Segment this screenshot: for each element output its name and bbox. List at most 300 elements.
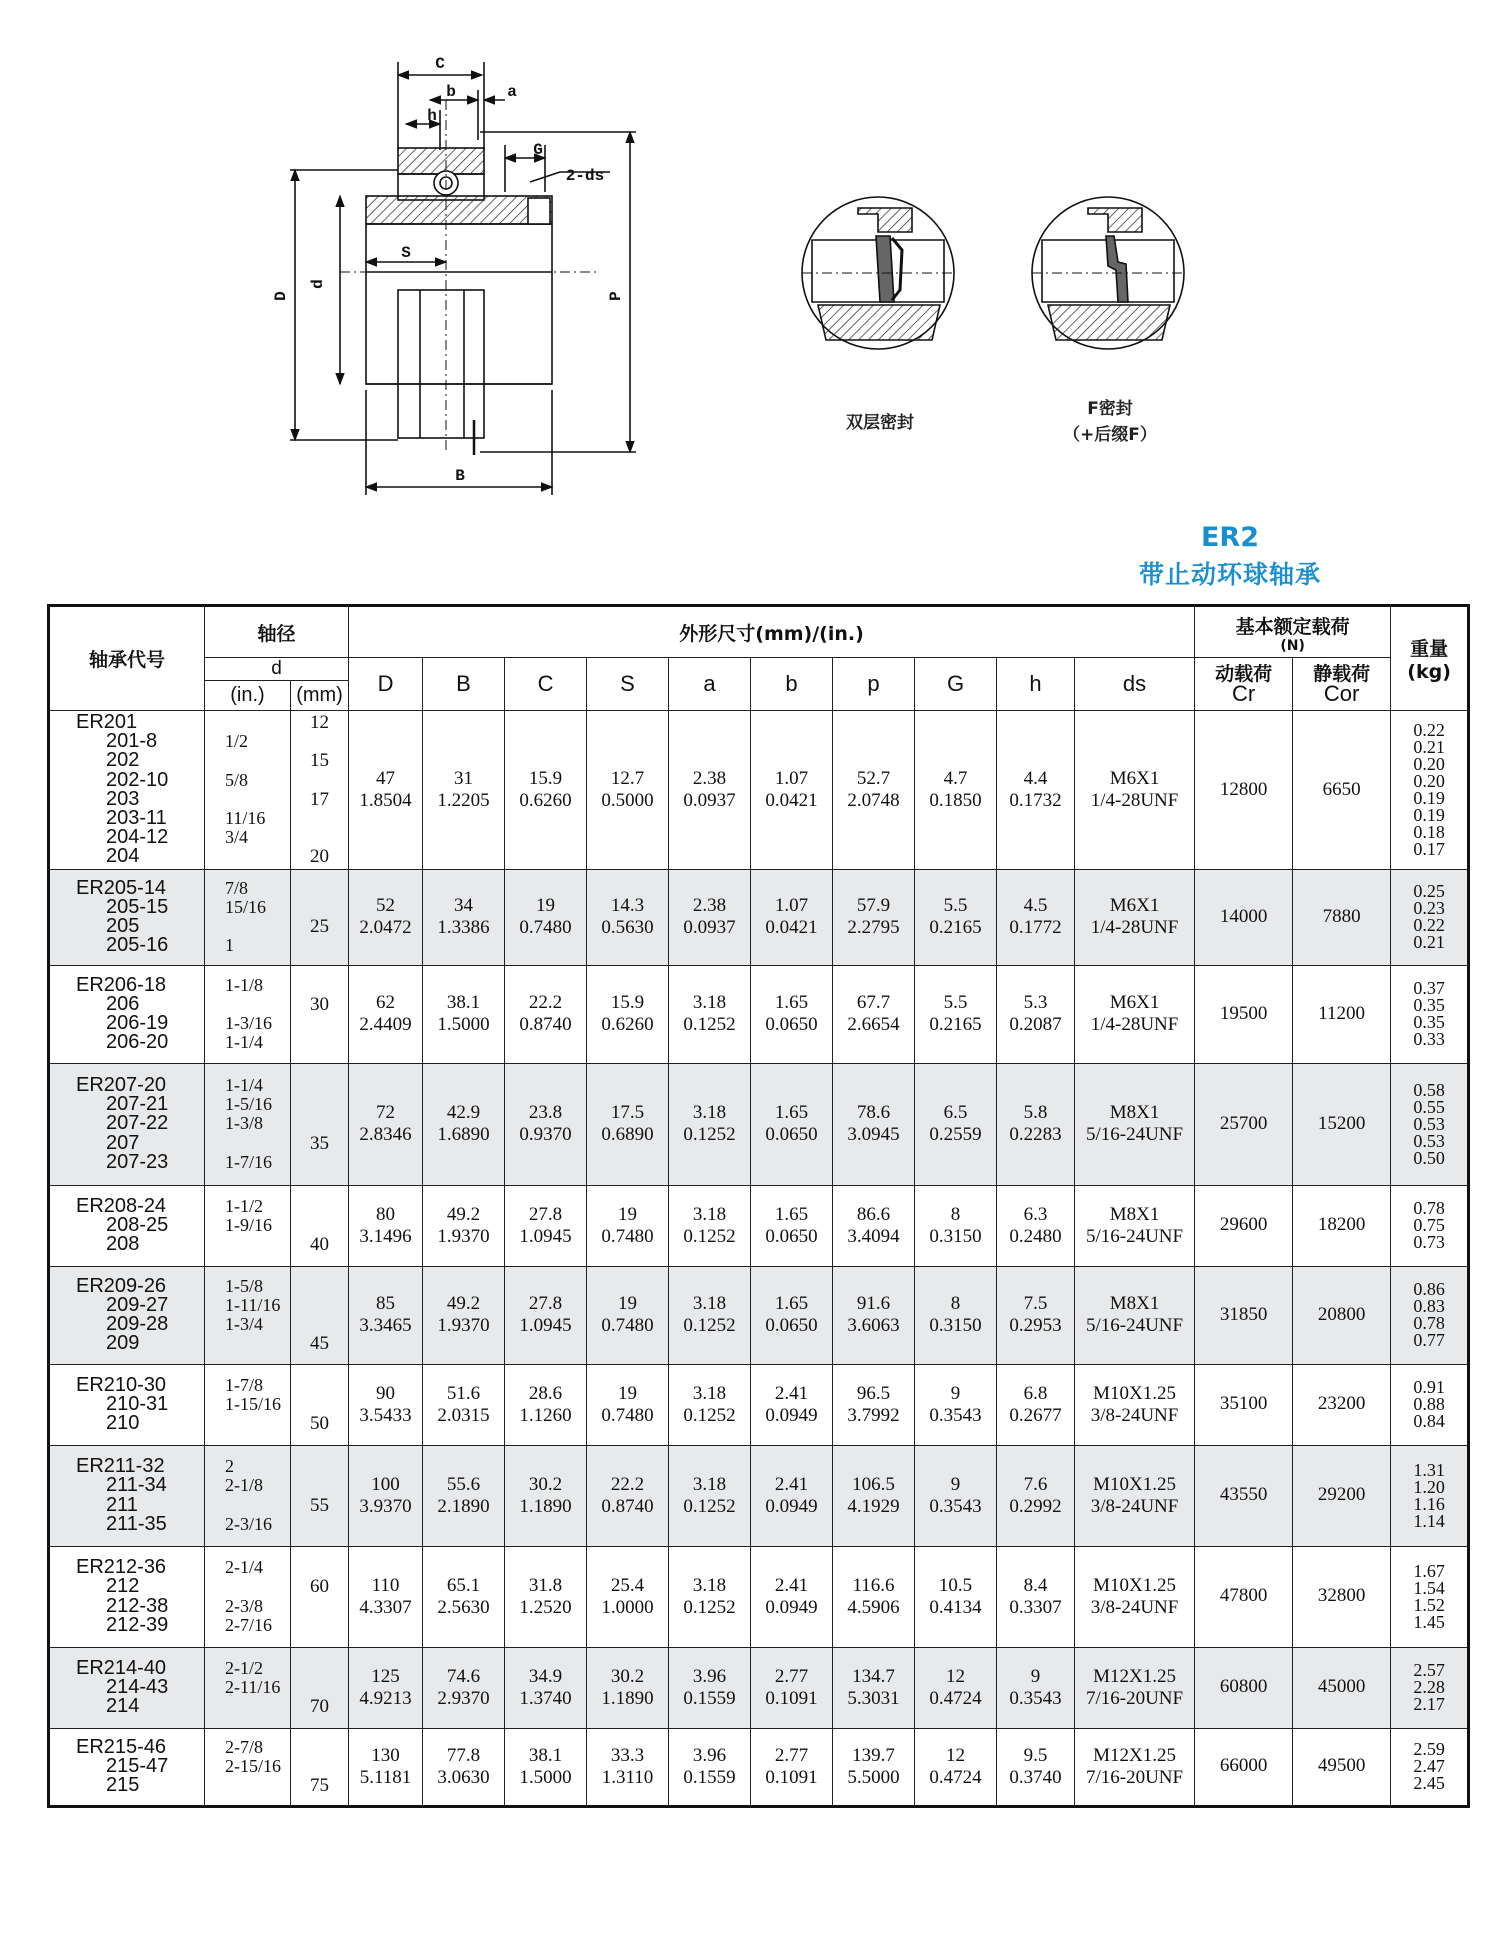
cell-mm bbox=[291, 1063, 349, 1185]
inch-line: 7/8 bbox=[225, 877, 249, 898]
C-line: 1.5000 bbox=[519, 1766, 572, 1788]
B-line: 34 bbox=[454, 895, 474, 916]
weights-line: 0.20 bbox=[1413, 770, 1445, 791]
G-line: 12 bbox=[946, 1744, 966, 1766]
C-line: 28.6 bbox=[528, 1382, 563, 1404]
b-line: 0.0421 bbox=[765, 789, 818, 811]
mm-line bbox=[291, 1476, 348, 1495]
G-line: 0.3543 bbox=[929, 1404, 982, 1426]
B-line: 1.5000 bbox=[437, 1014, 490, 1035]
inch-line bbox=[225, 1577, 290, 1596]
ds-line: 5/16-24UNF bbox=[1085, 1315, 1184, 1336]
cell-S bbox=[587, 1364, 669, 1445]
b-line: 2.41 bbox=[774, 1473, 809, 1495]
inch-line: 1-3/16 bbox=[225, 1013, 272, 1033]
codes-line: 209-28 bbox=[106, 1313, 169, 1335]
weights-line: 0.50 bbox=[1413, 1147, 1445, 1168]
cell-B bbox=[423, 1063, 505, 1185]
C-line: 1.1890 bbox=[519, 1495, 572, 1517]
h-line: 0.2992 bbox=[1009, 1495, 1062, 1517]
codes-line: 211 bbox=[106, 1493, 138, 1516]
cell-S bbox=[587, 1266, 669, 1364]
cell-C bbox=[505, 965, 587, 1063]
inch-line bbox=[225, 1134, 290, 1153]
S-line: 0.7480 bbox=[601, 1315, 654, 1336]
S-line: 25.4 bbox=[610, 1574, 645, 1596]
cell-Cor: 7880 bbox=[1293, 869, 1391, 965]
cell-inch bbox=[205, 1728, 291, 1806]
D-line: 5.1181 bbox=[359, 1766, 412, 1788]
S-line: 15.9 bbox=[610, 992, 645, 1013]
weights-line: 1.20 bbox=[1413, 1476, 1445, 1497]
cell-S bbox=[587, 869, 669, 965]
mm-line bbox=[291, 1395, 348, 1414]
G-line: 0.4134 bbox=[929, 1596, 982, 1618]
b-line: 2.77 bbox=[774, 1665, 809, 1687]
cell-Cr: 60800 bbox=[1195, 1647, 1293, 1728]
cell-h bbox=[997, 711, 1075, 870]
a-line: 2.38 bbox=[692, 895, 727, 916]
C-line: 0.6260 bbox=[519, 789, 572, 811]
D-line: 90 bbox=[376, 1382, 396, 1404]
G-line: 4.7 bbox=[943, 767, 968, 789]
cell-h bbox=[997, 1546, 1075, 1647]
S-line: 0.6260 bbox=[601, 1014, 654, 1035]
B-line: 1.9370 bbox=[437, 1225, 490, 1247]
inch-line: 5/8 bbox=[225, 769, 249, 790]
mm-line bbox=[291, 1376, 348, 1395]
cell-mm bbox=[291, 1445, 349, 1546]
cell-ds bbox=[1075, 1364, 1195, 1445]
p-line: 4.5906 bbox=[847, 1596, 900, 1618]
weights-line: 0.21 bbox=[1413, 736, 1445, 757]
b-line: 2.41 bbox=[774, 1574, 809, 1596]
dim-label-p: P bbox=[607, 291, 625, 301]
D-line: 4.9213 bbox=[359, 1687, 412, 1709]
codes-line: ER205-14 bbox=[76, 876, 167, 899]
C-line: 0.7480 bbox=[519, 917, 572, 938]
inch-line bbox=[225, 1334, 290, 1353]
ds-line: 3/8-24UNF bbox=[1090, 1596, 1179, 1618]
inch-line: 1 bbox=[225, 935, 234, 956]
cell-Cr: 25700 bbox=[1195, 1063, 1293, 1185]
G-line: 0.2559 bbox=[929, 1124, 982, 1145]
dim-label-a: a bbox=[507, 83, 517, 101]
ds-line: M8X1 bbox=[1109, 1102, 1160, 1123]
cell-b bbox=[751, 1063, 833, 1185]
table-row bbox=[49, 965, 1469, 1063]
weights-line: 1.31 bbox=[1413, 1459, 1445, 1480]
cell-a bbox=[669, 1185, 751, 1266]
table-row bbox=[49, 1063, 1469, 1185]
inch-line: 2-3/16 bbox=[225, 1513, 272, 1534]
cell-mm bbox=[291, 1364, 349, 1445]
cell-Cor: 32800 bbox=[1293, 1546, 1391, 1647]
ds-line: 5/16-24UNF bbox=[1085, 1225, 1184, 1247]
table-row bbox=[49, 1266, 1469, 1364]
S-line: 1.1890 bbox=[601, 1687, 654, 1709]
mm-line bbox=[291, 936, 348, 955]
cell-codes bbox=[49, 1647, 205, 1728]
cell-weights bbox=[1391, 1728, 1469, 1806]
mm-line bbox=[291, 1315, 348, 1334]
codes-line: 209-27 bbox=[106, 1293, 169, 1316]
mm-line: 15 bbox=[310, 750, 329, 772]
ds-line: M12X1.25 bbox=[1093, 1744, 1176, 1766]
header-dim-B: B bbox=[423, 658, 505, 711]
bearing-section-drawing bbox=[290, 62, 636, 495]
cell-G bbox=[915, 1063, 997, 1185]
cell-ds bbox=[1075, 1185, 1195, 1266]
weights-line: 1.14 bbox=[1413, 1510, 1445, 1531]
S-line: 19 bbox=[618, 1203, 638, 1225]
header-shaft-in: (in.) bbox=[205, 681, 291, 711]
cell-weights bbox=[1391, 1364, 1469, 1445]
cell-weights bbox=[1391, 1063, 1469, 1185]
weights-line: 2.28 bbox=[1413, 1677, 1445, 1697]
b-line: 0.0650 bbox=[765, 1014, 818, 1035]
codes-line: 208 bbox=[106, 1233, 140, 1256]
weights-line: 0.84 bbox=[1413, 1411, 1445, 1431]
mm-line bbox=[291, 828, 348, 847]
header-static-label: 静载荷 bbox=[1313, 663, 1371, 685]
codes-line: 212 bbox=[106, 1575, 140, 1598]
p-line: 2.6654 bbox=[847, 1014, 900, 1035]
codes-line: ER208-24 bbox=[76, 1194, 167, 1217]
cell-codes bbox=[49, 1546, 205, 1647]
inch-line: 1-3/8 bbox=[225, 1113, 263, 1134]
weights-line: 2.17 bbox=[1413, 1694, 1445, 1714]
p-line: 91.6 bbox=[856, 1293, 891, 1314]
cell-G bbox=[915, 1266, 997, 1364]
cell-ds bbox=[1075, 869, 1195, 965]
cell-h bbox=[997, 1728, 1075, 1806]
mm-line: 40 bbox=[310, 1234, 329, 1256]
b-line: 2.77 bbox=[774, 1744, 809, 1766]
cell-B bbox=[423, 711, 505, 870]
cell-mm bbox=[291, 1546, 349, 1647]
D-line: 52 bbox=[376, 895, 396, 916]
G-line: 12 bbox=[946, 1665, 966, 1687]
h-line: 5.8 bbox=[1023, 1102, 1048, 1123]
cell-codes bbox=[49, 1063, 205, 1185]
cell-p bbox=[833, 869, 915, 965]
weights-line: 0.22 bbox=[1413, 719, 1445, 740]
h-line: 4.4 bbox=[1023, 767, 1048, 789]
S-line: 19 bbox=[618, 1382, 638, 1404]
inch-line bbox=[225, 790, 290, 809]
weights-line: 0.25 bbox=[1413, 881, 1445, 901]
dimension-labels bbox=[272, 55, 625, 485]
cell-weights bbox=[1391, 1266, 1469, 1364]
cell-Cor: 49500 bbox=[1293, 1728, 1391, 1806]
codes-line: ER206-18 bbox=[76, 973, 167, 996]
a-line: 0.1252 bbox=[683, 1404, 736, 1426]
a-line: 3.18 bbox=[692, 1574, 727, 1596]
inch-line: 2-7/8 bbox=[225, 1736, 263, 1757]
D-line: 110 bbox=[371, 1574, 400, 1596]
inch-line: 1-1/2 bbox=[225, 1195, 263, 1216]
cell-h bbox=[997, 1266, 1075, 1364]
h-line: 5.3 bbox=[1023, 992, 1048, 1013]
cell-D bbox=[349, 1445, 423, 1546]
inch-line bbox=[225, 917, 290, 936]
a-line: 0.1252 bbox=[683, 1014, 736, 1035]
b-line: 1.07 bbox=[774, 767, 809, 789]
inch-line bbox=[225, 1414, 290, 1433]
cell-weights bbox=[1391, 1445, 1469, 1546]
C-line: 0.8740 bbox=[519, 1014, 572, 1035]
inch-line bbox=[225, 751, 290, 770]
S-line: 0.8740 bbox=[601, 1495, 654, 1517]
G-line: 0.2165 bbox=[929, 917, 982, 938]
mm-line bbox=[291, 1558, 348, 1577]
inch-line bbox=[225, 1776, 290, 1795]
G-line: 10.5 bbox=[938, 1574, 973, 1596]
inch-line bbox=[225, 1697, 290, 1716]
mm-line bbox=[291, 1678, 348, 1697]
B-line: 49.2 bbox=[446, 1203, 481, 1225]
codes-line: ER207-20 bbox=[76, 1074, 167, 1097]
cell-b bbox=[751, 869, 833, 965]
cell-ds bbox=[1075, 1546, 1195, 1647]
cell-C bbox=[505, 1266, 587, 1364]
codes-line: 204 bbox=[106, 845, 140, 868]
h-line: 0.2283 bbox=[1009, 1124, 1062, 1145]
codes-line: 215-47 bbox=[106, 1754, 169, 1777]
ds-line: M10X1.25 bbox=[1093, 1473, 1176, 1495]
cell-b bbox=[751, 1546, 833, 1647]
inch-line: 1-11/16 bbox=[225, 1294, 281, 1315]
weights-line: 0.22 bbox=[1413, 915, 1445, 935]
f-seal-suffix: （+后缀F） bbox=[1063, 425, 1157, 445]
mm-line bbox=[291, 1014, 348, 1033]
S-line: 19 bbox=[618, 1293, 638, 1314]
cell-S bbox=[587, 965, 669, 1063]
B-line: 1.6890 bbox=[437, 1124, 490, 1145]
mm-line: 60 bbox=[310, 1576, 329, 1598]
weights-line: 2.47 bbox=[1413, 1756, 1445, 1776]
a-line: 3.96 bbox=[692, 1665, 727, 1687]
cell-Cr: 19500 bbox=[1195, 965, 1293, 1063]
G-line: 0.4724 bbox=[929, 1766, 982, 1788]
cell-inch bbox=[205, 1266, 291, 1364]
cell-G bbox=[915, 1647, 997, 1728]
cell-b bbox=[751, 1185, 833, 1266]
cell-S bbox=[587, 1546, 669, 1647]
D-line: 62 bbox=[376, 992, 396, 1013]
D-line: 4.3307 bbox=[359, 1596, 412, 1618]
f-seal-caption: F密封 bbox=[1087, 399, 1133, 419]
S-line: 22.2 bbox=[610, 1473, 645, 1495]
cell-C bbox=[505, 1647, 587, 1728]
weights-line: 0.91 bbox=[1413, 1377, 1445, 1397]
cell-inch bbox=[205, 869, 291, 965]
codes-line: 208-25 bbox=[106, 1213, 169, 1236]
G-line: 9 bbox=[950, 1473, 961, 1495]
D-line: 2.0472 bbox=[359, 917, 412, 938]
ds-line: M6X1 bbox=[1109, 992, 1160, 1013]
cell-B bbox=[423, 1728, 505, 1806]
table-row bbox=[49, 1728, 1469, 1806]
B-line: 38.1 bbox=[446, 992, 481, 1013]
h-line: 7.6 bbox=[1023, 1473, 1048, 1495]
a-line: 3.18 bbox=[692, 1293, 727, 1314]
B-line: 65.1 bbox=[446, 1574, 481, 1596]
mm-line: 70 bbox=[310, 1696, 329, 1718]
B-line: 3.0630 bbox=[437, 1766, 490, 1788]
cell-S bbox=[587, 1063, 669, 1185]
cell-inch bbox=[205, 1185, 291, 1266]
cell-a bbox=[669, 869, 751, 965]
weights-line: 0.86 bbox=[1413, 1279, 1445, 1299]
inch-line: 2-1/8 bbox=[225, 1475, 263, 1496]
mm-line: 55 bbox=[310, 1494, 329, 1516]
cell-b bbox=[751, 1728, 833, 1806]
cell-weights bbox=[1391, 1185, 1469, 1266]
C-line: 1.0945 bbox=[519, 1315, 572, 1336]
weights-line: 0.58 bbox=[1413, 1079, 1445, 1100]
cell-G bbox=[915, 1445, 997, 1546]
a-line: 3.96 bbox=[692, 1744, 727, 1766]
codes-line: 202-10 bbox=[106, 768, 169, 791]
series-code: ER2 bbox=[1200, 522, 1260, 553]
D-line: 85 bbox=[376, 1293, 396, 1314]
B-line: 1.2205 bbox=[437, 789, 490, 811]
p-line: 5.3031 bbox=[847, 1687, 900, 1709]
cell-weights bbox=[1391, 1647, 1469, 1728]
codes-line: 207-22 bbox=[106, 1112, 169, 1135]
header-dynamic-label: 动载荷 bbox=[1215, 663, 1273, 685]
cell-C bbox=[505, 711, 587, 870]
B-line: 2.0315 bbox=[437, 1404, 490, 1426]
codes-line: 211-35 bbox=[106, 1512, 167, 1535]
codes-line: 209 bbox=[106, 1332, 140, 1355]
cell-weights bbox=[1391, 869, 1469, 965]
f-seal-detail bbox=[1032, 197, 1185, 349]
cell-mm bbox=[291, 965, 349, 1063]
cell-G bbox=[915, 1185, 997, 1266]
cell-B bbox=[423, 1445, 505, 1546]
codes-line: 203 bbox=[106, 787, 140, 810]
cell-p bbox=[833, 1266, 915, 1364]
b-line: 1.65 bbox=[774, 1203, 809, 1225]
inch-line bbox=[225, 995, 290, 1014]
cell-b bbox=[751, 1647, 833, 1728]
dim-label-c: C bbox=[435, 55, 445, 73]
inch-line: 2 bbox=[225, 1456, 234, 1477]
B-line: 51.6 bbox=[446, 1382, 481, 1404]
cell-Cor: 29200 bbox=[1293, 1445, 1391, 1546]
cell-p bbox=[833, 711, 915, 870]
mm-line bbox=[291, 1515, 348, 1534]
b-line: 0.1091 bbox=[765, 1687, 818, 1709]
C-line: 1.0945 bbox=[519, 1225, 572, 1247]
h-line: 6.3 bbox=[1023, 1203, 1048, 1225]
cell-Cr: 66000 bbox=[1195, 1728, 1293, 1806]
ds-line: 7/16-20UNF bbox=[1085, 1766, 1184, 1788]
cell-p bbox=[833, 1728, 915, 1806]
inch-line: 2-11/16 bbox=[225, 1676, 281, 1697]
cell-ds bbox=[1075, 1728, 1195, 1806]
header-dim-a: a bbox=[669, 658, 751, 711]
inch-line: 1-5/16 bbox=[225, 1094, 272, 1115]
h-line: 0.2480 bbox=[1009, 1225, 1062, 1247]
b-line: 0.0650 bbox=[765, 1225, 818, 1247]
C-line: 15.9 bbox=[528, 767, 563, 789]
mm-line: 35 bbox=[310, 1132, 329, 1154]
cell-C bbox=[505, 1364, 587, 1445]
ds-line: M6X1 bbox=[1109, 767, 1160, 789]
codes-line: ER201 bbox=[76, 711, 138, 733]
B-line: 1.3386 bbox=[437, 917, 490, 938]
p-line: 139.7 bbox=[852, 1744, 895, 1766]
mm-line: 50 bbox=[310, 1413, 329, 1435]
header-dim-C: C bbox=[505, 658, 587, 711]
h-line: 9 bbox=[1030, 1665, 1041, 1687]
mm-line: 25 bbox=[310, 916, 329, 937]
ds-line: M8X1 bbox=[1109, 1293, 1160, 1314]
G-line: 0.2165 bbox=[929, 1014, 982, 1035]
dim-label-g: G bbox=[533, 141, 543, 159]
cell-codes bbox=[49, 1266, 205, 1364]
B-line: 31 bbox=[454, 767, 474, 789]
mm-line: 20 bbox=[310, 846, 329, 868]
weights-line: 0.18 bbox=[1413, 821, 1445, 842]
cell-Cr: 31850 bbox=[1195, 1266, 1293, 1364]
mm-line bbox=[291, 1114, 348, 1133]
dim-label-2ds: 2-ds bbox=[565, 167, 605, 185]
ds-line: M8X1 bbox=[1109, 1203, 1160, 1225]
a-line: 0.1559 bbox=[683, 1766, 736, 1788]
codes-line: 207 bbox=[106, 1131, 140, 1154]
G-line: 5.5 bbox=[943, 992, 968, 1013]
dim-label-d: d bbox=[309, 279, 327, 289]
cell-C bbox=[505, 869, 587, 965]
cell-weights bbox=[1391, 1546, 1469, 1647]
cell-a bbox=[669, 1445, 751, 1546]
cell-D bbox=[349, 1364, 423, 1445]
cell-h bbox=[997, 1185, 1075, 1266]
D-line: 2.4409 bbox=[359, 1014, 412, 1035]
C-line: 30.2 bbox=[528, 1473, 563, 1495]
cell-ds bbox=[1075, 1445, 1195, 1546]
b-line: 1.07 bbox=[774, 895, 809, 916]
D-line: 47 bbox=[376, 767, 396, 789]
ds-line: M12X1.25 bbox=[1093, 1665, 1176, 1687]
h-line: 0.3543 bbox=[1009, 1687, 1062, 1709]
cell-G bbox=[915, 1728, 997, 1806]
B-line: 2.5630 bbox=[437, 1596, 490, 1618]
header-shaft-dia: 轴径 bbox=[205, 606, 349, 658]
cell-Cor: 45000 bbox=[1293, 1647, 1391, 1728]
mm-line: 17 bbox=[310, 788, 329, 810]
inch-line: 1/2 bbox=[225, 731, 249, 752]
mm-line bbox=[291, 732, 348, 751]
weights-line: 0.83 bbox=[1413, 1296, 1445, 1316]
cell-codes bbox=[49, 869, 205, 965]
D-line: 3.5433 bbox=[359, 1404, 412, 1426]
p-line: 3.4094 bbox=[847, 1225, 900, 1247]
inch-line: 1-9/16 bbox=[225, 1214, 272, 1235]
C-line: 1.2520 bbox=[519, 1596, 572, 1618]
cell-C bbox=[505, 1728, 587, 1806]
G-line: 0.3543 bbox=[929, 1495, 982, 1517]
h-line: 0.2677 bbox=[1009, 1404, 1062, 1426]
mm-line bbox=[291, 1033, 348, 1052]
B-line: 49.2 bbox=[446, 1293, 481, 1314]
cell-mm bbox=[291, 1266, 349, 1364]
